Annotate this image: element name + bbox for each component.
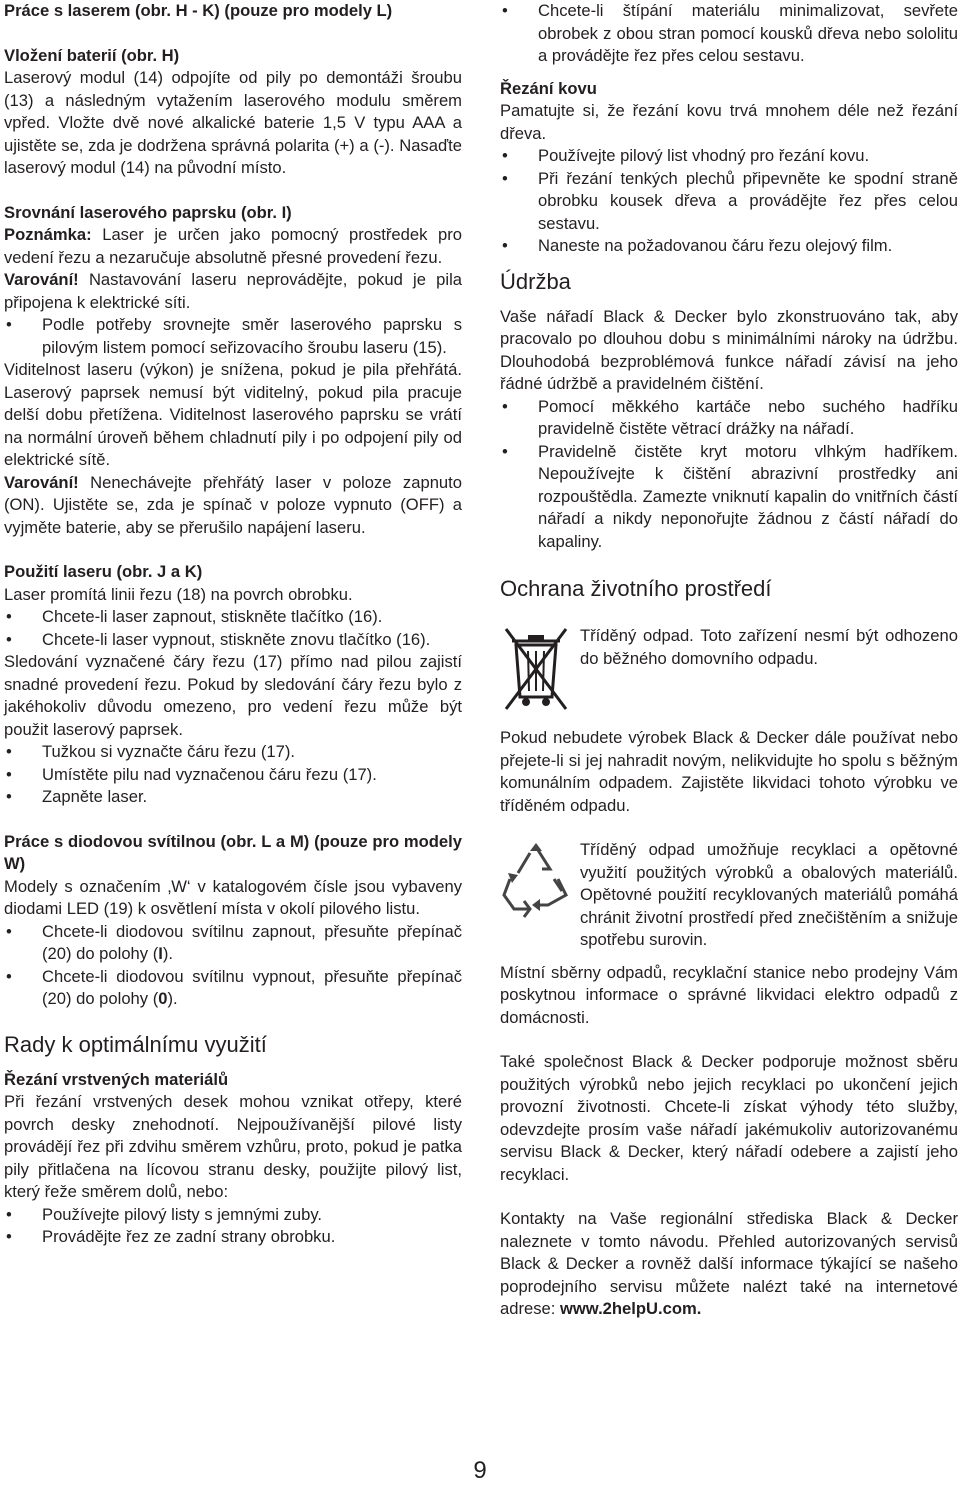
list-item: • Používejte pilový list vhodný pro řezání kovu. (500, 145, 958, 168)
heading-metal: Řezání kovu (500, 78, 597, 98)
heading-laminate: Řezání vrstvených materiálů (4, 1069, 229, 1089)
heading-maintenance: Údržba (500, 268, 571, 294)
diode-on-text: Chcete-li diodovou svítilnu zapnout, přesuňte přepínač (20) do polohy ( (42, 921, 462, 963)
list-item: • Při řezání tenkých plechů připevněte ke spodní straně obrobku kousek dřeva a provádějte řez přes celou sestavu. (500, 168, 958, 236)
paragraph-diode: Modely s označením ‚W‘ v katalogovém čísle jsou vybaveny diodami LED (19) k osvětlení místa v okolí pilového listu. (4, 876, 462, 918)
heading-align: Srovnání laserového paprsku (obr. I) (4, 202, 292, 222)
heading-diode: Práce s diodovou svítilnou (obr. L a M) (pouze pro modely W) (4, 831, 462, 873)
laminate-bullet-list (4, 1204, 462, 1249)
list-item: • Pomocí měkkého kartáče nebo suchého hadříku pravidelně čistěte větrací drážky na nářadí. (500, 396, 958, 441)
website-link[interactable]: www.2helpU.com. (559, 1299, 702, 1318)
paragraph-waste: Tříděný odpad. Toto zařízení nesmí být odhozeno do běžného domovního odpadu. (580, 626, 958, 668)
note-text: Laser je určen jako pomocný prostředek pro vedení řezu a nezaručuje absolutně přesné provedení řezu. (4, 225, 462, 267)
list-item (4, 966, 462, 1011)
list-item: • Zapněte laser. (4, 786, 462, 809)
heading-laser: Práce s laserem (obr. H - K) (pouze pro modely L) (4, 1, 393, 20)
right-column (500, 0, 958, 1321)
top-bullet-list (500, 0, 958, 68)
follow-bullet-list (4, 741, 462, 809)
diode-on-close: ). (162, 944, 173, 963)
warning-text-2: Nenechávejte přehřátý laser v poloze zapnuto (ON). Ujistěte se, zda je spínač v poloze vypnuto (OFF) a vyjměte baterie, aby se přerušilo napájení laseru. (4, 472, 462, 537)
paragraph-use: Laser promítá linii řezu (18) na povrch obrobku. (4, 584, 353, 604)
paragraph-laminate: Při řezání vrstvených desek mohou vznikat otřepy, které povrch desky znehodnotí. Nejpoužívanější pilové listy provádějí řez při zdvihu směrem vzhůru, proto, pokud je patka pily přitlačena na lícovou stranu desky, použijte pilový list, který řeže směrem dolů, nebo: (4, 1092, 462, 1201)
list-item: • Naneste na požadovanou čáru řezu olejový film. (500, 235, 958, 258)
list-item: • Podle potřeby srovnejte směr laserového paprsku s pilovým listem pomocí seřizovacího šroubu laseru (15). (4, 314, 462, 359)
list-item: • Používejte pilový listy s jemnými zuby. (4, 1204, 462, 1227)
list-item: • Pravidelně čistěte kryt motoru vlhkým hadříkem. Nepoužívejte k čištění abrazivní prostředky ani rozpouštědla. Zamezte vniknutí kapalin do vnitřních částí nářadí a nikdy neponořujte žádnou z částí nářadí do kapaliny. (500, 441, 958, 554)
recycle-notice (500, 839, 958, 952)
paragraph-warning-1 (4, 269, 462, 314)
list-item: • Provádějte řez ze zadní strany obrobku. (4, 1226, 462, 1249)
diode-bullet-list (4, 921, 462, 1011)
recycle-icon (500, 839, 580, 931)
warning-label-2: Varování! (4, 472, 79, 492)
warning-label-1: Varování! (4, 270, 79, 289)
paragraph-service: Také společnost Black & Decker podporuje možnost sběru použitých výrobků nebo jejich recyklaci po ukončení jejich provozní životnosti. Chcete-li získat výhody této služby, odevzdejte prosím vaše nářadí jakémukoliv autorizovanému servisu Black & Decker, který nářadí odebere a zajistí jeho recyklaci. (500, 1052, 958, 1184)
paragraph-warning-2 (4, 472, 462, 540)
left-column (4, 0, 462, 1249)
list-item (4, 921, 462, 966)
paragraph-follow: Sledování vyznačené čáry řezu (17) přímo nad pilou zajistí snadné provedení řezu. Pokud by sledování čáry řezu bylo z jakéhokoliv důvodu omezeno, pro vedení řezu může být použit laserový paprsek. (4, 652, 462, 739)
paragraph-replace: Pokud nebudete výrobek Black & Decker dále používat nebo přejete-li si jej nahradit novým, nelikvidujte ho spolu s běžným komunálním odpadem. Zajistěte likvidaci tohoto výrobku ve tříděném odpadu. (500, 728, 958, 815)
heading-environment: Ochrana životního prostředí (500, 576, 772, 601)
crossed-bin-icon (500, 625, 580, 717)
paragraph-recycle: Tříděný odpad umožňuje recyklaci a opětovné využití použitých výrobků a obalových materiálů. Opětovné použití recyklovaných materiálů pomáhá chránit životní prostředí před znečištěním a snižuje spotřebu surovin. (580, 840, 958, 949)
paragraph-metal: Pamatujte si, že řezání kovu trvá mnohem déle než řezání dřeva. (500, 101, 958, 143)
paragraph-note (4, 224, 462, 269)
diode-off-close: ). (167, 989, 178, 1008)
page-number: 9 (473, 1457, 487, 1484)
diode-off-text: Chcete-li diodovou svítilnu vypnout, přesuňte přepínač (20) do polohy ( (42, 966, 462, 1008)
list-item: • Chcete-li štípání materiálu minimalizovat, sevřete obrobek z obou stran pomocí kousků dřeva nebo sololitu a provádějte řez přes celou sestavu. (500, 0, 958, 68)
note-label: Poznámka: (4, 225, 92, 244)
use-bullet-list (4, 606, 462, 651)
contacts-text: Kontakty na Vaše regionální střediska Black & Decker naleznete v tomto návodu. Přehled autorizovaných servisů Black & Decker a rovněž další informace týkající se našeho poprodejního servisu můžete nalézt také na internetové adrese: (500, 1209, 958, 1318)
align-bullet-list (4, 314, 462, 359)
heading-battery: Vložení baterií (obr. H) (4, 45, 180, 65)
diode-off-symbol: 0 (158, 989, 168, 1008)
waste-notice (500, 625, 958, 717)
list-item: • Tužkou si vyznačte čáru řezu (17). (4, 741, 462, 764)
maintenance-bullet-list (500, 396, 958, 554)
diode-on-symbol: I (158, 944, 163, 963)
list-item: • Chcete-li laser zapnout, stiskněte tlačítko (16). (4, 606, 462, 629)
list-item: • Chcete-li laser vypnout, stiskněte znovu tlačítko (16). (4, 629, 462, 652)
paragraph-visibility: Viditelnost laseru (výkon) je snížena, pokud je pila přehřátá. Laserový paprsek nemusí být viditelný, pokud pila pracuje delší dobu přetížena. Viditelnost laserového paprsku se vrátí na normální úroveň během chladnutí pily i po odpojení pily od elektrické sítě. (4, 360, 462, 469)
paragraph-maintenance: Vaše nářadí Black & Decker bylo zkonstruováno tak, aby pracovalo po dlouhou dobu s minimálními nároky na údržbu. Dlouhodobá bezproblémová funkce nářadí závisí na jeho řádné údržbě a pravidelném čištění. (500, 306, 958, 393)
paragraph-contacts (500, 1208, 958, 1321)
heading-use: Použití laseru (obr. J a K) (4, 562, 203, 581)
paragraph-local: Místní sběrny odpadů, recyklační stanice nebo prodejny Vám poskytnou informace o správné likvidaci elektro odpadů z domácnosti. (500, 962, 958, 1027)
warning-text-1: Nastavování laseru neprovádějte, pokud je pila připojena k elektrické síti. (4, 270, 462, 312)
list-item: • Umístěte pilu nad vyznačenou čáru řezu (17). (4, 764, 462, 787)
paragraph-battery: Laserový modul (14) odpojíte od pily po demontáži šroubu (13) a následným vytažením laserového modulu směrem vpřed. Vložte dvě nové alkalické baterie 1,5 V typu AAA a ujistěte se, zda je dodržena správná polarita (+) a (-). Nasaďte laserový modul (14) na původní místo. (4, 68, 462, 177)
metal-bullet-list (500, 145, 958, 258)
heading-tips: Rady k optimálnímu využití (4, 1031, 267, 1057)
